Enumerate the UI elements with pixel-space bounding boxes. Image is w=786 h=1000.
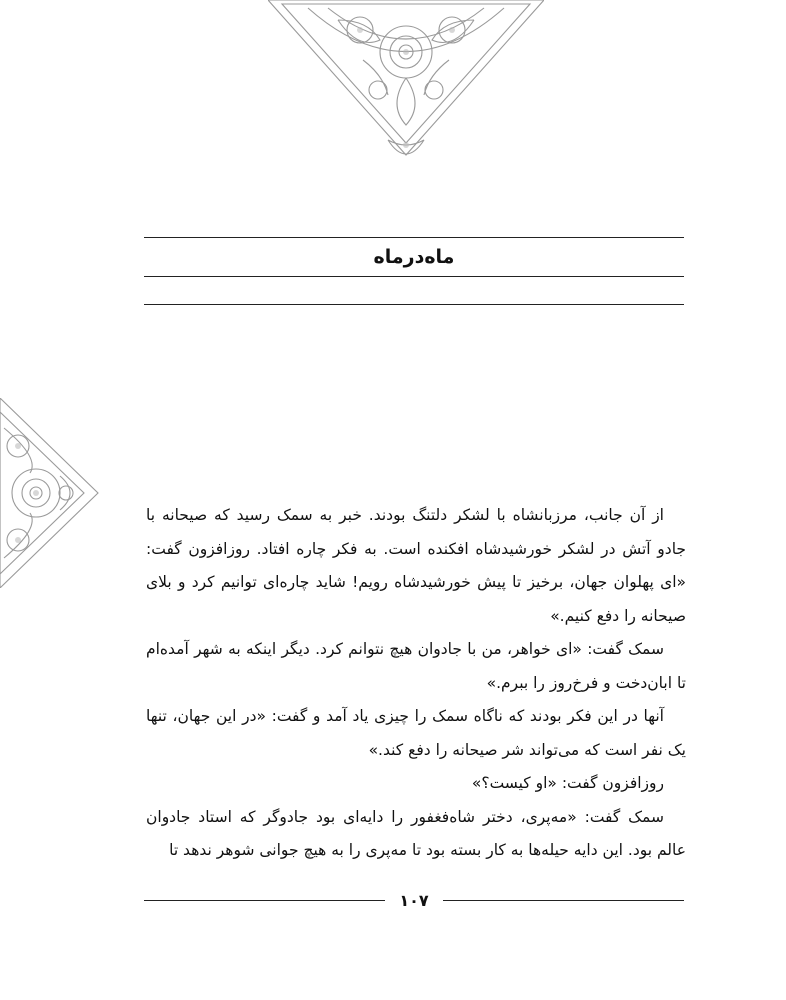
title-rule-bottom: [144, 304, 684, 305]
top-ornament: [268, 0, 544, 168]
page-footer: [144, 885, 684, 915]
paragraph: آنها در این فکر بودند که ناگاه سمک را چیزی یاد آمد و گفت: «در این جهان، تنها یک نفر است که می‌تواند شر صیحانه را دفع کند.»: [146, 707, 686, 759]
body-text: [146, 499, 686, 868]
page-number: ۱۰۷: [399, 890, 429, 910]
paragraph: روزافزون گفت: «او کیست؟»: [471, 774, 664, 792]
footer-rule-left: [144, 900, 385, 901]
footer-rule-right: [443, 900, 684, 901]
title-rule-top: [144, 237, 684, 238]
side-ornament: [0, 398, 110, 588]
title-rule-middle: [144, 276, 684, 277]
chapter-title: ماه‌درماه: [373, 246, 455, 268]
paragraph: از آن جانب، مرزبانشاه با لشکر دلتنگ بودند. خبر به سمک رسید که صیحانه با جادو آتش در لشکر خورشیدشاه افکنده است. به فکر چاره افتاد. روزافزون گفت: «ای پهلوان جهان، برخیز تا پیش خورشیدشاه رویم! شاید چاره‌ای توانیم کرد و بلای صیحانه را دفع کنیم.»: [146, 506, 686, 625]
paragraph: سمک گفت: «ای خواهر، من با جادوان هیچ نتوانم کرد. دیگر اینکه به شهر آمده‌ام تا ابان‌دخت و فرخ‌روز را ببرم.»: [146, 640, 686, 692]
paragraph: سمک گفت: «مه‌پری، دختر شاه‌فغفور را دایه‌ای بود جادوگر که استاد جادوان عالم بود. این دایه حیله‌ها به کار بسته بود تا مه‌پری را به هیچ جوانی شوهر ندهد تا: [146, 807, 686, 859]
